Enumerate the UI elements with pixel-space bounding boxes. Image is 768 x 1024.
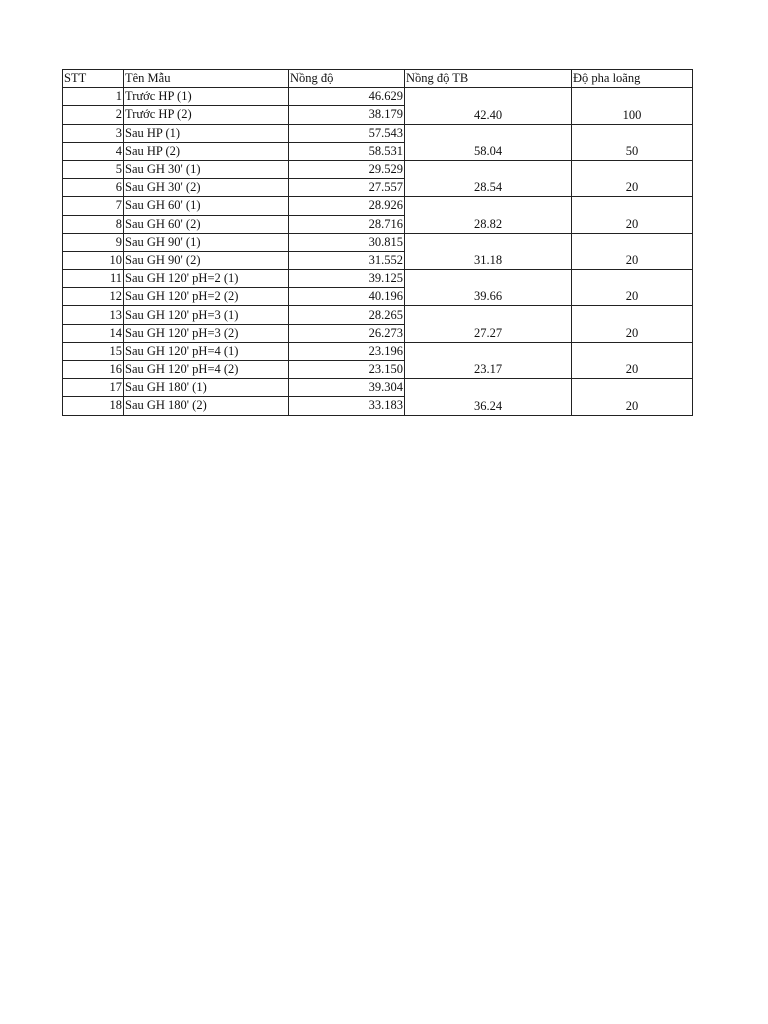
header-dilution: Độ pha loãng: [572, 70, 693, 88]
cell-stt: 11: [63, 270, 124, 288]
cell-stt: 7: [63, 197, 124, 215]
cell-average-concentration: 42.40: [405, 88, 572, 124]
cell-stt: 16: [63, 361, 124, 379]
cell-sample-name: Sau GH 120' pH=3 (2): [124, 324, 289, 342]
cell-sample-name: Sau GH 30' (2): [124, 179, 289, 197]
cell-stt: 14: [63, 324, 124, 342]
cell-dilution: 20: [572, 342, 693, 378]
cell-dilution: 20: [572, 233, 693, 269]
cell-average-concentration: 23.17: [405, 342, 572, 378]
cell-stt: 8: [63, 215, 124, 233]
cell-sample-name: Sau GH 120' pH=4 (1): [124, 342, 289, 360]
cell-sample-name: Sau GH 90' (1): [124, 233, 289, 251]
cell-sample-name: Sau GH 60' (1): [124, 197, 289, 215]
table-row: [63, 197, 693, 215]
cell-dilution: 20: [572, 160, 693, 196]
cell-average-concentration: 58.04: [405, 124, 572, 160]
header-average-concentration: Nồng độ TB: [405, 70, 572, 88]
table-row: [63, 88, 693, 106]
cell-average-concentration: 39.66: [405, 270, 572, 306]
cell-concentration: 38.179: [289, 106, 405, 124]
cell-average-concentration: 27.27: [405, 306, 572, 342]
cell-concentration: 39.125: [289, 270, 405, 288]
cell-sample-name: Sau GH 120' pH=4 (2): [124, 361, 289, 379]
cell-stt: 13: [63, 306, 124, 324]
cell-concentration: 30.815: [289, 233, 405, 251]
cell-concentration: 40.196: [289, 288, 405, 306]
cell-concentration: 57.543: [289, 124, 405, 142]
cell-sample-name: Sau GH 90' (2): [124, 251, 289, 269]
cell-dilution: 20: [572, 379, 693, 415]
cell-sample-name: Sau GH 120' pH=2 (2): [124, 288, 289, 306]
table-row: [63, 306, 693, 324]
cell-stt: 12: [63, 288, 124, 306]
header-stt: STT: [63, 70, 124, 88]
table-row: [63, 270, 693, 288]
cell-dilution: 20: [572, 306, 693, 342]
header-row: [63, 70, 693, 88]
cell-stt: 2: [63, 106, 124, 124]
cell-sample-name: Sau HP (1): [124, 124, 289, 142]
cell-sample-name: Sau GH 120' pH=3 (1): [124, 306, 289, 324]
cell-stt: 10: [63, 251, 124, 269]
cell-concentration: 29.529: [289, 160, 405, 178]
cell-concentration: 39.304: [289, 379, 405, 397]
cell-sample-name: Sau GH 30' (1): [124, 160, 289, 178]
table-row: [63, 124, 693, 142]
cell-concentration: 23.150: [289, 361, 405, 379]
cell-stt: 17: [63, 379, 124, 397]
cell-concentration: 27.557: [289, 179, 405, 197]
cell-stt: 9: [63, 233, 124, 251]
table-row: [63, 379, 693, 397]
cell-stt: 5: [63, 160, 124, 178]
cell-sample-name: Sau GH 60' (2): [124, 215, 289, 233]
cell-concentration: 28.926: [289, 197, 405, 215]
cell-dilution: 20: [572, 197, 693, 233]
cell-concentration: 33.183: [289, 397, 405, 415]
cell-average-concentration: 31.18: [405, 233, 572, 269]
cell-dilution: 50: [572, 124, 693, 160]
cell-sample-name: Trước HP (1): [124, 88, 289, 106]
header-sample-name: Tên Mẫu: [124, 70, 289, 88]
sample-concentration-table: [62, 69, 693, 416]
cell-sample-name: Sau GH 120' pH=2 (1): [124, 270, 289, 288]
cell-stt: 15: [63, 342, 124, 360]
cell-stt: 1: [63, 88, 124, 106]
cell-stt: 6: [63, 179, 124, 197]
cell-average-concentration: 36.24: [405, 379, 572, 415]
cell-concentration: 31.552: [289, 251, 405, 269]
table-row: [63, 160, 693, 178]
cell-stt: 3: [63, 124, 124, 142]
cell-concentration: 28.716: [289, 215, 405, 233]
table-row: [63, 233, 693, 251]
cell-sample-name: Sau GH 180' (2): [124, 397, 289, 415]
cell-sample-name: Sau HP (2): [124, 142, 289, 160]
cell-concentration: 28.265: [289, 306, 405, 324]
cell-average-concentration: 28.54: [405, 160, 572, 196]
cell-concentration: 23.196: [289, 342, 405, 360]
cell-stt: 18: [63, 397, 124, 415]
cell-stt: 4: [63, 142, 124, 160]
cell-concentration: 46.629: [289, 88, 405, 106]
cell-sample-name: Sau GH 180' (1): [124, 379, 289, 397]
cell-concentration: 26.273: [289, 324, 405, 342]
table-row: [63, 342, 693, 360]
cell-sample-name: Trước HP (2): [124, 106, 289, 124]
cell-dilution: 100: [572, 88, 693, 124]
cell-dilution: 20: [572, 270, 693, 306]
header-concentration: Nồng độ: [289, 70, 405, 88]
cell-average-concentration: 28.82: [405, 197, 572, 233]
cell-concentration: 58.531: [289, 142, 405, 160]
